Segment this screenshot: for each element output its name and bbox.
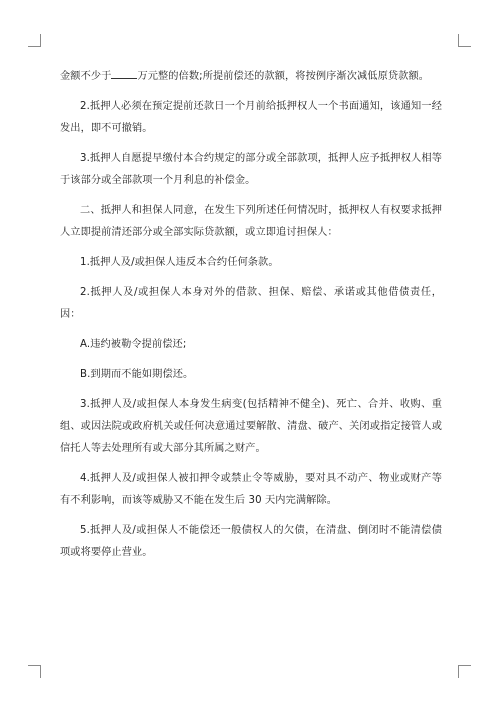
paragraph-item-2b: B.到期而不能如期偿还。	[80, 369, 194, 380]
paragraph-text: 万元整的倍数;所提前偿还的款额，将按例序渐次减低原贷款额。	[137, 71, 430, 82]
paragraph-text: 金额不少于	[60, 71, 112, 82]
crop-mark-bottom-right	[458, 665, 471, 678]
paragraph-item-2: 2.抵押人及/或担保人本身对外的借款、担保、赔偿、承诺或其他借债责任，因：	[60, 287, 442, 320]
paragraph-item-3: 3.抵押人及/或担保人本身发生病变(包括精神不健全)、死亡、合并、收购、重组、或因法院或政府机关或任何决意通过要解散、清盘、破产、关闭或指定接管人或信托人等去处理所有或大部分其所属之财产。	[60, 399, 442, 454]
crop-mark-top-right	[458, 34, 471, 47]
paragraph-item-1: 1.抵押人及/或担保人违反本合约任何条款。	[80, 257, 279, 268]
paragraph-item-2a: A.违约被勒令提前偿还;	[80, 339, 187, 350]
paragraph-written-notice: 2.抵押人必须在预定提前还款日一个月前给抵押权人一个书面通知，该通知一经发出，即不可撤销。	[60, 101, 442, 134]
blank-amount-field	[111, 68, 137, 79]
paragraph-compensation: 3.抵押人自愿提早缴付本合约规定的部分或全部款项，抵押人应予抵押权人相等于该部分或全部款项一个月利息的补偿金。	[60, 153, 442, 186]
document-body	[60, 66, 442, 572]
paragraph-section-two: 二、抵押人和担保人同意，在发生下列所述任何情况时，抵押权人有权要求抵押人立即提前清还部分或全部实际贷款额，或立即追讨担保人：	[60, 205, 442, 238]
paragraph-loan-amount	[60, 66, 442, 88]
crop-mark-bottom-left	[28, 665, 41, 678]
paragraph-item-4: 4.抵押人及/或担保人被扣押令或禁止令等威胁，要对具不动产、物业或财产等有不利影响，而该等威胁又不能在发生后 30 天内完满解除。	[60, 473, 442, 506]
paragraph-item-5: 5.抵押人及/或担保人不能偿还一般债权人的欠债，在清盘、倒闭时不能清偿债项或将要停止营业。	[60, 525, 442, 558]
crop-mark-top-left	[28, 34, 41, 47]
